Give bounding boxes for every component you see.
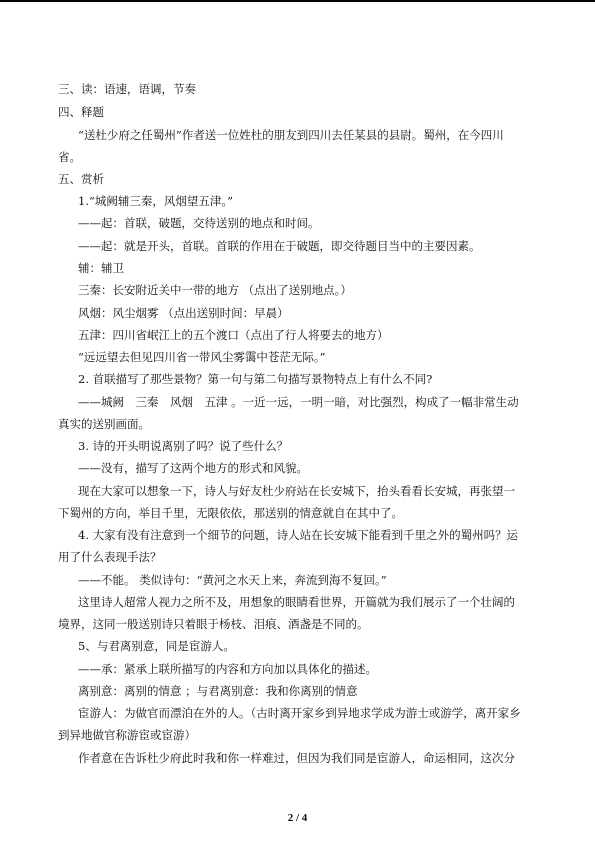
text-line: 1.“城阙辅三秦，风烟望五津。” [78, 194, 233, 208]
text-line: “远远望去但见四川省一带风尘雾霭中苍茫无际。” [78, 350, 326, 364]
text-line: 省。 [58, 150, 81, 164]
text-line: 4. 大家有没有注意到一个细节的问题，诗人站在长安城下能看到千里之外的蜀州吗？运 [78, 528, 519, 542]
text-line: 现在大家可以想象一下，诗人与好友杜少府站在长安城下，抬头看看长安城，再张望一 [78, 484, 515, 498]
text-line: ——不能。 类似诗句：“黄河之水天上来，奔流到海不复回。” [78, 573, 387, 587]
text-line: 三秦：长安附近关中一带的地方 （点出了送别地点。） [78, 283, 352, 297]
text-line: ——没有，描写了这两个地方的形式和风貌。 [78, 461, 308, 475]
text-line: 境界，这同一般送别诗只着眼于杨枝、泪痕、酒盏是不同的。 [58, 617, 369, 631]
text-line: 真实的送别画面。 [58, 417, 150, 431]
text-line: 四、释题 [58, 105, 104, 119]
text-line: 这里诗人超常人视力之所不及，用想象的眼睛看世界，开篇就为我们展示了一个壮阔的 [78, 595, 515, 609]
text-line: 下蜀州的方向，举目千里，无限依依，那送别的情意就自在其中了。 [58, 506, 403, 520]
text-line: 辅：辅卫 [78, 261, 124, 275]
text-line: 作者意在告诉杜少府此时我和你一样难过，但因为我们同是宦游人，命运相同，这次分 [78, 751, 515, 765]
text-line: 宦游人：为做官而漂泊在外的人。（古时离开家乡到异地求学成为游士或游学，离开家乡 [78, 706, 521, 720]
text-line: 离别意：离别的情意 ；与君离别意：我和你离别的情意 [78, 684, 358, 698]
page-number: 2 / 4 [287, 812, 308, 824]
text-line: ——起：就是开头，首联。首联的作用在于破题，即交待题目当中的主要因素。 [78, 239, 481, 253]
text-line: 风烟：风尘烟雾 （点出送别时间：早晨） [78, 306, 289, 320]
text-line: “送杜少府之任蜀州”作者送一位姓杜的朋友到四川去任某县的县尉。蜀州，在今四川 [78, 128, 504, 142]
text-line: 5、与君离别意，同是宦游人。 [78, 639, 235, 653]
text-line: 五津：四川省岷江上的五个渡口（点出了行人将要去的地方） [78, 328, 389, 342]
text-line: 到异地做官称游宦或宦游） [58, 728, 196, 742]
text-line: 用了什么表现手法？ [58, 550, 162, 564]
text-line: ——起：首联，破题，交待送别的地点和时间。 [78, 216, 320, 230]
text-line: 3. 诗的开头明说离别了吗？说了些什么？ [78, 439, 289, 453]
text-line: ——承：紧承上联所描写的内容和方向加以具体化的描述。 [78, 662, 377, 676]
text-line: 2. 首联描写了那些景物？第一句与第二句描写景物特点上有什么不同? [78, 372, 433, 386]
text-line: 三、读：语速，语调，节奏 [58, 82, 196, 96]
text-line: 五、赏析 [58, 172, 104, 186]
text-line: ——城阙 三秦 风烟 五津 。一近一远，一明一暗，对比强烈，构成了一幅非常生动 [78, 395, 519, 409]
